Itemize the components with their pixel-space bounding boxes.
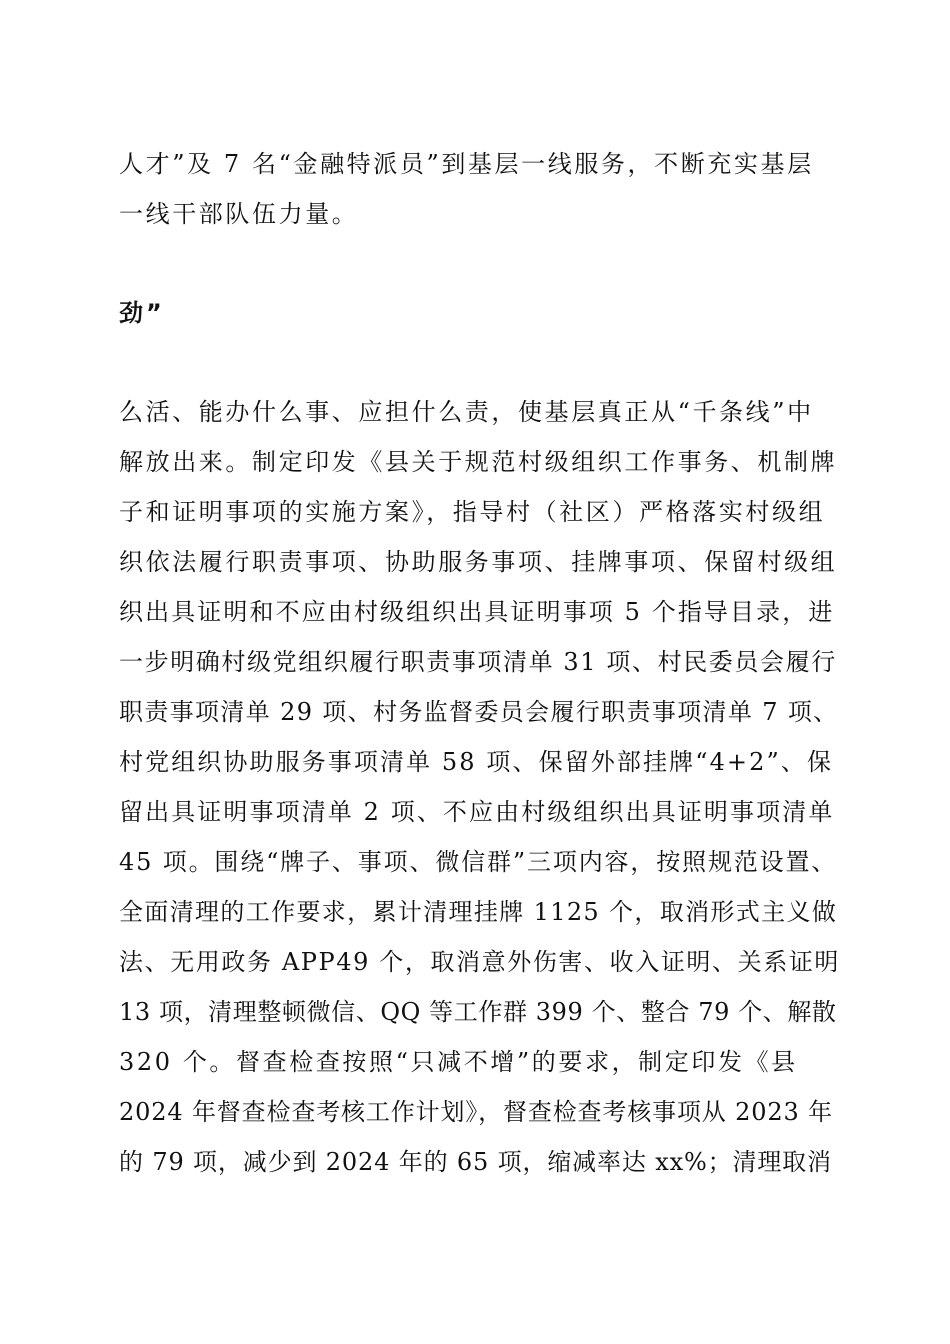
paragraph-line: 留出具证明事项清单 2 项、不应由村级组织出具证明事项清单 xyxy=(119,798,835,826)
paragraph-line: 一线干部队伍力量。 xyxy=(119,200,359,228)
section-heading-line: 劲” xyxy=(119,299,165,327)
paragraph-line: 2024 年督查检查考核工作计划》，督查检查考核事项从 2023 年 xyxy=(119,1098,833,1126)
paragraph-line: 么活、能办什么事、应担什么责，使基层真正从“千条线”中 xyxy=(119,398,814,426)
paragraph-line: 织依法履行职责事项、协助服务事项、挂牌事项、保留村级组 xyxy=(119,548,838,576)
paragraph-line: 子和证明事项的实施方案》，指导村（社区）严格落实村级组 xyxy=(119,498,826,526)
paragraph-line: 人才”及 7 名“金融特派员”到基层一线服务，不断充实基层 xyxy=(119,150,814,178)
paragraph-line: 职责事项清单 29 项、村务监督委员会履行职责事项清单 7 项、 xyxy=(119,698,839,726)
paragraph-line: 村党组织协助服务事项清单 58 项、保留外部挂牌“4+2”、保 xyxy=(119,748,834,776)
paragraph-line: 法、无用政务 APP49 个，取消意外伤害、收入证明、关系证明 xyxy=(119,948,841,976)
paragraph-line: 一步明确村级党组织履行职责事项清单 31 项、村民委员会履行 xyxy=(119,648,837,676)
paragraph-line: 45 项。围绕“牌子、事项、微信群”三项内容，按照规范设置、 xyxy=(119,848,838,876)
paragraph-line: 的 79 项，减少到 2024 年的 65 项，缩减率达 xx%；清理取消 xyxy=(119,1148,832,1176)
paragraph-line: 13 项，清理整顿微信、QQ 等工作群 399 个、整合 79 个、解散 xyxy=(119,998,837,1026)
paragraph-line: 织出具证明和不应由村级组织出具证明事项 5 个指导目录，进 xyxy=(119,598,835,626)
paragraph-line: 全面清理的工作要求，累计清理挂牌 1125 个，取消形式主义做 xyxy=(119,898,838,926)
section-heading-line xyxy=(170,249,882,279)
paragraph-line xyxy=(170,347,882,377)
paragraph-line: 解放出来。制定印发《县关于规范村级组织工作事务、机制牌 xyxy=(119,448,838,476)
paragraph-line: 320 个。督查检查按照“只减不增”的要求，制定印发《县 xyxy=(119,1048,798,1076)
